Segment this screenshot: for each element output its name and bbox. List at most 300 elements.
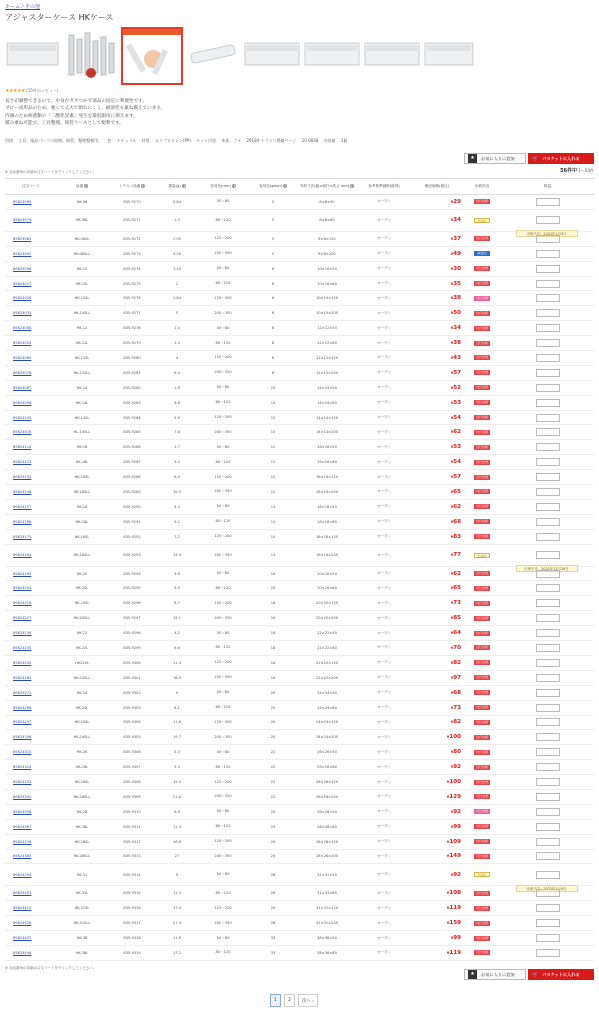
part-number: HK-16 xyxy=(57,440,107,455)
quantity-input[interactable] xyxy=(536,198,560,206)
add-to-basket-button[interactable] xyxy=(528,969,594,980)
col-dimensions[interactable] xyxy=(297,179,357,195)
quantity-input[interactable] xyxy=(536,428,560,436)
effective-length: 80～120 xyxy=(197,641,249,656)
effective-diameter: 10 xyxy=(249,425,297,440)
part-number: HK-26SL xyxy=(57,775,107,790)
quantity-input[interactable] xyxy=(536,503,560,511)
price-value: 129 xyxy=(449,793,461,800)
effective-diameter: 6 xyxy=(249,306,297,321)
trusco-number: 835-9283 xyxy=(107,395,157,410)
spec-line xyxy=(5,138,351,144)
weight: 21.6 xyxy=(157,789,197,804)
quantity-input[interactable] xyxy=(536,748,560,756)
col-diameter[interactable] xyxy=(249,179,297,195)
dimensions: 20×20×50 xyxy=(297,566,357,581)
shipping-badge: 当日出荷 xyxy=(475,459,488,464)
table-row xyxy=(5,306,594,321)
weight: 1.4 xyxy=(157,321,197,336)
price-value: 62 xyxy=(453,570,461,577)
order-code-link[interactable]: 89824288 xyxy=(5,700,57,715)
trusco-number: 835-9308 xyxy=(107,775,157,790)
shipping-badge: 当日出荷 xyxy=(475,199,488,204)
effective-length: 200～350 xyxy=(197,246,249,261)
quantity-input[interactable] xyxy=(536,934,560,942)
quantity-input[interactable] xyxy=(536,644,560,652)
quantity-input[interactable] xyxy=(536,778,560,786)
sale-price xyxy=(411,916,463,931)
effective-diameter: 26 xyxy=(249,901,297,916)
shipping-status xyxy=(463,514,501,529)
quantity-input[interactable] xyxy=(536,629,560,637)
shipping-badge: 当日出荷 xyxy=(475,824,488,829)
sort-icon[interactable]: ▾ xyxy=(142,184,144,188)
sale-price xyxy=(411,804,463,819)
quantity-wrapper xyxy=(536,416,560,420)
sale-price xyxy=(411,849,463,864)
part-number: HK-24L xyxy=(57,700,107,715)
effective-length: 80～120 xyxy=(197,819,249,834)
reference-price: オープン xyxy=(357,485,411,500)
order-code-link[interactable]: 89824087 xyxy=(5,380,57,395)
col-weight-label: 重量(g) xyxy=(168,184,181,188)
price-value: 57 xyxy=(453,369,461,376)
quantity-input[interactable] xyxy=(536,904,560,912)
order-code-link[interactable]: 89824236 xyxy=(5,626,57,641)
table-row xyxy=(5,440,594,455)
table-row xyxy=(5,566,594,581)
breadcrumb[interactable]: ホーム＞その他 xyxy=(5,4,41,10)
yen-sign: ¥ xyxy=(450,765,454,770)
table-row xyxy=(5,380,594,395)
quantity-input[interactable] xyxy=(536,309,560,317)
part-number: HK-26L xyxy=(57,760,107,775)
quantity-cell xyxy=(501,485,594,500)
quantity-cell xyxy=(501,380,594,395)
order-code-link[interactable]: 89824324 xyxy=(5,760,57,775)
table-body xyxy=(5,195,594,961)
yen-sign: ¥ xyxy=(446,891,450,896)
sort-icon[interactable]: ▾ xyxy=(351,184,353,188)
sale-price xyxy=(411,380,463,395)
shipping-badge: 当日出荷 xyxy=(475,571,488,576)
sort-icon[interactable]: ▾ xyxy=(233,184,235,188)
weight: 2 xyxy=(157,276,197,291)
shipping-status xyxy=(463,351,501,366)
thumbnail-3-selected[interactable] xyxy=(123,29,181,83)
quantity-input[interactable] xyxy=(536,852,560,860)
quantity-input[interactable] xyxy=(536,793,560,801)
table-row xyxy=(5,715,594,730)
effective-diameter: 10 xyxy=(249,380,297,395)
shipping-status xyxy=(463,819,501,834)
quantity-input[interactable] xyxy=(536,614,560,622)
quantity-cell xyxy=(501,306,594,321)
effective-diameter: 8 xyxy=(249,321,297,336)
shipping-status xyxy=(463,685,501,700)
quantity-input[interactable] xyxy=(536,949,560,957)
sale-price xyxy=(411,529,463,544)
quantity-input[interactable] xyxy=(536,808,560,816)
quantity-input[interactable] xyxy=(536,216,560,224)
col-part-number[interactable] xyxy=(57,179,107,195)
order-code-link[interactable]: 89824333 xyxy=(5,775,57,790)
sale-price xyxy=(411,425,463,440)
order-code-link[interactable]: 89824114 xyxy=(5,440,57,455)
effective-diameter: 26 xyxy=(249,864,297,886)
order-code-link[interactable]: 89823983 xyxy=(5,231,57,246)
effective-diameter: 18 xyxy=(249,641,297,656)
order-code-link[interactable]: 89823974 xyxy=(5,209,57,231)
add-to-basket-label: バスケットに入れる xyxy=(542,971,580,977)
reference-price: オープン xyxy=(357,931,411,946)
order-code-link[interactable]: 89824385 xyxy=(5,849,57,864)
thumbnail-8[interactable] xyxy=(423,29,475,83)
reference-price: オープン xyxy=(357,804,411,819)
yen-sign: ¥ xyxy=(450,534,454,539)
quantity-cell xyxy=(501,945,594,960)
sale-price xyxy=(411,670,463,685)
quantity-input[interactable] xyxy=(536,763,560,771)
sale-price xyxy=(411,685,463,700)
weight: 1.3 xyxy=(157,209,197,231)
reference-price: オープン xyxy=(357,425,411,440)
shipping-status xyxy=(463,231,501,246)
trusco-number: 835-9291 xyxy=(107,514,157,529)
effective-length: 200～350 xyxy=(197,544,249,566)
table-row xyxy=(5,321,594,336)
quantity-input[interactable] xyxy=(536,533,560,541)
effective-diameter: 20 xyxy=(249,730,297,745)
quantity-input[interactable] xyxy=(536,339,560,347)
thumbnail-5[interactable] xyxy=(243,29,301,83)
quantity-wrapper xyxy=(536,810,560,814)
part-number: HK-20 xyxy=(57,566,107,581)
description-line: 積み重ね可能で、工具整理、保管ケースとして便利です。 xyxy=(5,121,124,127)
page-2[interactable]: 2 xyxy=(284,994,295,1007)
quantity-wrapper xyxy=(536,750,560,754)
weight: 3.25 xyxy=(157,246,197,261)
quantity-input[interactable] xyxy=(536,838,560,846)
col-length[interactable] xyxy=(197,179,249,195)
order-code-link[interactable]: 89824148 xyxy=(5,485,57,500)
table-row xyxy=(5,485,594,500)
table-row xyxy=(5,514,594,529)
quantity-input[interactable] xyxy=(536,551,560,559)
reference-price: オープン xyxy=(357,626,411,641)
order-code-link[interactable]: 89823992 xyxy=(5,246,57,261)
effective-length: 80～120 xyxy=(197,276,249,291)
shipping-status xyxy=(463,700,501,715)
dimensions: 31×31×80 xyxy=(297,886,357,901)
order-code-link[interactable]: 89824132 xyxy=(5,470,57,485)
part-number: HK-20SL xyxy=(57,596,107,611)
quantity-cell xyxy=(501,455,594,470)
order-code-link[interactable]: 89824358 xyxy=(5,804,57,819)
order-code-link[interactable]: 89824157 xyxy=(5,499,57,514)
effective-length: 200～350 xyxy=(197,611,249,626)
quantity-wrapper xyxy=(536,720,560,724)
reference-price: オープン xyxy=(357,380,411,395)
order-code-link[interactable]: 89824035 xyxy=(5,306,57,321)
part-number: HK-14L xyxy=(57,395,107,410)
quantity-input[interactable] xyxy=(536,889,560,897)
quantity-cell xyxy=(501,195,594,210)
order-code-link[interactable]: 89824062 xyxy=(5,351,57,366)
yen-sign: ¥ xyxy=(450,445,454,450)
shipping-badge: 当日出荷 xyxy=(475,489,488,494)
quantity-cell xyxy=(501,276,594,291)
table-row xyxy=(5,804,594,819)
quantity-input[interactable] xyxy=(536,354,560,362)
sale-price xyxy=(411,566,463,581)
quantity-input[interactable] xyxy=(536,599,560,607)
reference-price: オープン xyxy=(357,566,411,581)
part-number: HK-06SL xyxy=(57,231,107,246)
dimensions: 8×8×120 xyxy=(297,231,357,246)
table-row xyxy=(5,670,594,685)
add-to-basket-button[interactable] xyxy=(528,153,594,164)
part-number: HK-24SL xyxy=(57,715,107,730)
order-code-link[interactable]: 89824297 xyxy=(5,715,57,730)
order-code-link[interactable]: 89824175 xyxy=(5,529,57,544)
quantity-input[interactable] xyxy=(536,384,560,392)
order-code-link[interactable]: 89824272 xyxy=(5,685,57,700)
order-code-link[interactable]: 89824218 xyxy=(5,596,57,611)
trusco-number: 835-9297 xyxy=(107,611,157,626)
page-1[interactable]: 1 xyxy=(270,994,281,1007)
order-code-link[interactable]: 89824306 xyxy=(5,730,57,745)
order-code-link[interactable]: 89824105 xyxy=(5,410,57,425)
order-code-link[interactable]: 89824446 xyxy=(5,945,57,960)
effective-length: 120～200 xyxy=(197,775,249,790)
yen-sign: ¥ xyxy=(446,906,450,911)
sort-icon[interactable]: ▾ xyxy=(182,184,185,188)
spec-item: 2018年トラスコ掲載ページ xyxy=(246,138,297,143)
trusco-number: 835-9293 xyxy=(107,544,157,566)
table-row xyxy=(5,916,594,931)
shipping-status xyxy=(463,291,501,306)
effective-diameter: 24 xyxy=(249,819,297,834)
order-code-link[interactable]: 89824263 xyxy=(5,670,57,685)
shipping-badge: 当日出荷 xyxy=(475,615,488,620)
effective-length: 120～200 xyxy=(197,596,249,611)
quantity-input[interactable] xyxy=(536,473,560,481)
shipping-status xyxy=(463,455,501,470)
shipping-status xyxy=(463,306,501,321)
quantity-cell xyxy=(501,499,594,514)
weight: 6.5 xyxy=(157,470,197,485)
sale-price xyxy=(411,655,463,670)
order-code-link[interactable]: 89824017 xyxy=(5,276,57,291)
sale-price xyxy=(411,745,463,760)
table-row xyxy=(5,529,594,544)
quantity-input[interactable] xyxy=(536,414,560,422)
yen-sign: ¥ xyxy=(450,266,454,271)
quantity-input[interactable] xyxy=(536,689,560,697)
quantity-input[interactable] xyxy=(536,235,560,243)
quantity-cell xyxy=(501,351,594,366)
effective-length: 80～120 xyxy=(197,336,249,351)
quantity-input[interactable] xyxy=(536,250,560,258)
reference-price: オープン xyxy=(357,395,411,410)
dimensions: 38×38×80 xyxy=(297,945,357,960)
quantity-input[interactable] xyxy=(536,584,560,592)
order-code-link[interactable]: 89824123 xyxy=(5,455,57,470)
description-line: 長さが調整できるので、中身がガタつかず部品の固定に利便性です。 xyxy=(5,99,147,104)
part-number: HK-26 xyxy=(57,745,107,760)
weight: 27.4 xyxy=(157,916,197,931)
price-value: 99 xyxy=(453,935,461,942)
price-value: 53 xyxy=(453,399,461,406)
order-code-link[interactable]: 89824166 xyxy=(5,514,57,529)
order-code-link[interactable]: 89824008 xyxy=(5,261,57,276)
price-value: 119 xyxy=(449,949,461,956)
quantity-input[interactable] xyxy=(536,718,560,726)
reference-price: オープン xyxy=(357,336,411,351)
order-code-link[interactable]: 89824428 xyxy=(5,916,57,931)
order-code-link[interactable]: 89824376 xyxy=(5,834,57,849)
quantity-input[interactable] xyxy=(536,518,560,526)
quantity-wrapper xyxy=(536,267,560,271)
quantity-input[interactable] xyxy=(536,733,560,741)
quantity-input[interactable] xyxy=(536,458,560,466)
sort-icon[interactable]: ▾ xyxy=(85,184,87,188)
quantity-input[interactable] xyxy=(536,704,560,712)
trusco-number: 835-9296 xyxy=(107,596,157,611)
thumbnail-7[interactable] xyxy=(363,29,421,83)
dimensions: 28×28×120 xyxy=(297,834,357,849)
shipping-badge: 当日出荷 xyxy=(475,890,488,895)
order-code-link[interactable]: 89824315 xyxy=(5,745,57,760)
order-code-link[interactable]: 89824044 xyxy=(5,321,57,336)
price-value: 99 xyxy=(453,823,461,830)
order-code-link[interactable]: 89824437 xyxy=(5,931,57,946)
quantity-input[interactable] xyxy=(536,919,560,927)
price-value: 37 xyxy=(453,235,461,242)
thumbnail-6[interactable] xyxy=(303,29,361,83)
reference-price: オープン xyxy=(357,700,411,715)
effective-diameter: 22 xyxy=(249,760,297,775)
order-code-link[interactable]: 89823965 xyxy=(5,195,57,210)
effective-length: 200～350 xyxy=(197,670,249,685)
spec-item: 本体、フタ xyxy=(221,138,242,143)
sale-price xyxy=(411,336,463,351)
order-code-link[interactable]: 89824412 xyxy=(5,901,57,916)
table-row xyxy=(5,499,594,514)
quantity-input[interactable] xyxy=(536,823,560,831)
shipping-badge: 欠品中 xyxy=(474,553,490,558)
trusco-number: 835-9279 xyxy=(107,336,157,351)
order-code-link[interactable]: 89824184 xyxy=(5,544,57,566)
order-code-link[interactable]: 89824254 xyxy=(5,655,57,670)
quantity-input[interactable] xyxy=(536,294,560,302)
trusco-number: 835-9306 xyxy=(107,745,157,760)
quantity-wrapper xyxy=(536,356,560,360)
reference-price: オープン xyxy=(357,611,411,626)
quantity-input[interactable] xyxy=(536,659,560,667)
add-favorite-button[interactable] xyxy=(464,153,526,164)
quantity-input[interactable] xyxy=(536,570,560,578)
order-code-link[interactable]: 89824394 xyxy=(5,864,57,886)
col-trusco-number[interactable] xyxy=(107,179,157,195)
rating-text[interactable]: (15件のレビュー) xyxy=(26,88,59,93)
order-code-link[interactable]: 89824403 xyxy=(5,886,57,901)
table-row xyxy=(5,886,594,901)
price-value: 57 xyxy=(453,474,461,481)
star-icon: ★ xyxy=(468,970,477,979)
price-value: 49 xyxy=(453,250,461,257)
next-page-button[interactable]: 次へ › xyxy=(298,994,318,1007)
reference-price: オープン xyxy=(357,351,411,366)
shipping-badge: 当日出荷 xyxy=(475,295,488,300)
order-code-link[interactable]: 89824078 xyxy=(5,365,57,380)
col-weight[interactable] xyxy=(157,179,197,195)
price-value: 34 xyxy=(453,325,461,332)
order-code-link[interactable]: 89824193 xyxy=(5,566,57,581)
order-code-link[interactable]: 89824026 xyxy=(5,291,57,306)
weight: 11.5 xyxy=(157,886,197,901)
effective-length: 80～120 xyxy=(197,581,249,596)
sale-price xyxy=(411,945,463,960)
quantity-input[interactable] xyxy=(536,488,560,496)
sort-icon[interactable]: ▾ xyxy=(284,184,286,188)
quantity-input[interactable] xyxy=(536,324,560,332)
thumbnail-1[interactable] xyxy=(5,29,60,83)
thumbnail-4[interactable] xyxy=(183,29,241,83)
order-code-link[interactable]: 89824096 xyxy=(5,395,57,410)
order-code-link[interactable]: 89824202 xyxy=(5,581,57,596)
price-value: 54 xyxy=(453,459,461,466)
quantity-input[interactable] xyxy=(536,280,560,288)
sale-price xyxy=(411,581,463,596)
quantity-input[interactable] xyxy=(536,369,560,377)
part-number: HK-06L xyxy=(57,209,107,231)
quantity-input[interactable] xyxy=(536,265,560,273)
shipping-status xyxy=(463,834,501,849)
trusco-number: 835-9298 xyxy=(107,626,157,641)
sale-price xyxy=(411,760,463,775)
order-code-link[interactable]: 89824516 xyxy=(5,425,57,440)
yen-sign: ¥ xyxy=(450,571,454,576)
weight: 2.95 xyxy=(157,231,197,246)
effective-length: 80～120 xyxy=(197,514,249,529)
quantity-input[interactable] xyxy=(536,399,560,407)
shipping-status xyxy=(463,321,501,336)
order-code-link[interactable]: 89824342 xyxy=(5,789,57,804)
table-row xyxy=(5,195,594,210)
quantity-input[interactable] xyxy=(536,443,560,451)
add-favorite-button[interactable] xyxy=(464,969,526,980)
dimensions: 18×18×50 xyxy=(297,499,357,514)
order-code-link[interactable]: 89824245 xyxy=(5,641,57,656)
price-value: 70 xyxy=(453,644,461,651)
shipping-badge: 当日出荷 xyxy=(475,920,488,925)
col-dimensions-label: 外形寸法(幅×奥行×高さ mm) xyxy=(299,184,350,188)
dimensions: 24×24×120 xyxy=(297,715,357,730)
thumbnail-2[interactable] xyxy=(63,29,121,83)
dimensions: 12×12×200 xyxy=(297,365,357,380)
price-value: 85 xyxy=(453,615,461,622)
trusco-number: 835-9290 xyxy=(107,499,157,514)
shipping-status xyxy=(463,931,501,946)
order-code-link[interactable]: 89824367 xyxy=(5,819,57,834)
order-code-link[interactable]: 89824053 xyxy=(5,336,57,351)
order-code-link[interactable]: 89824227 xyxy=(5,611,57,626)
quantity-input[interactable] xyxy=(536,674,560,682)
quantity-cell xyxy=(501,730,594,745)
quantity-input[interactable] xyxy=(536,871,560,879)
